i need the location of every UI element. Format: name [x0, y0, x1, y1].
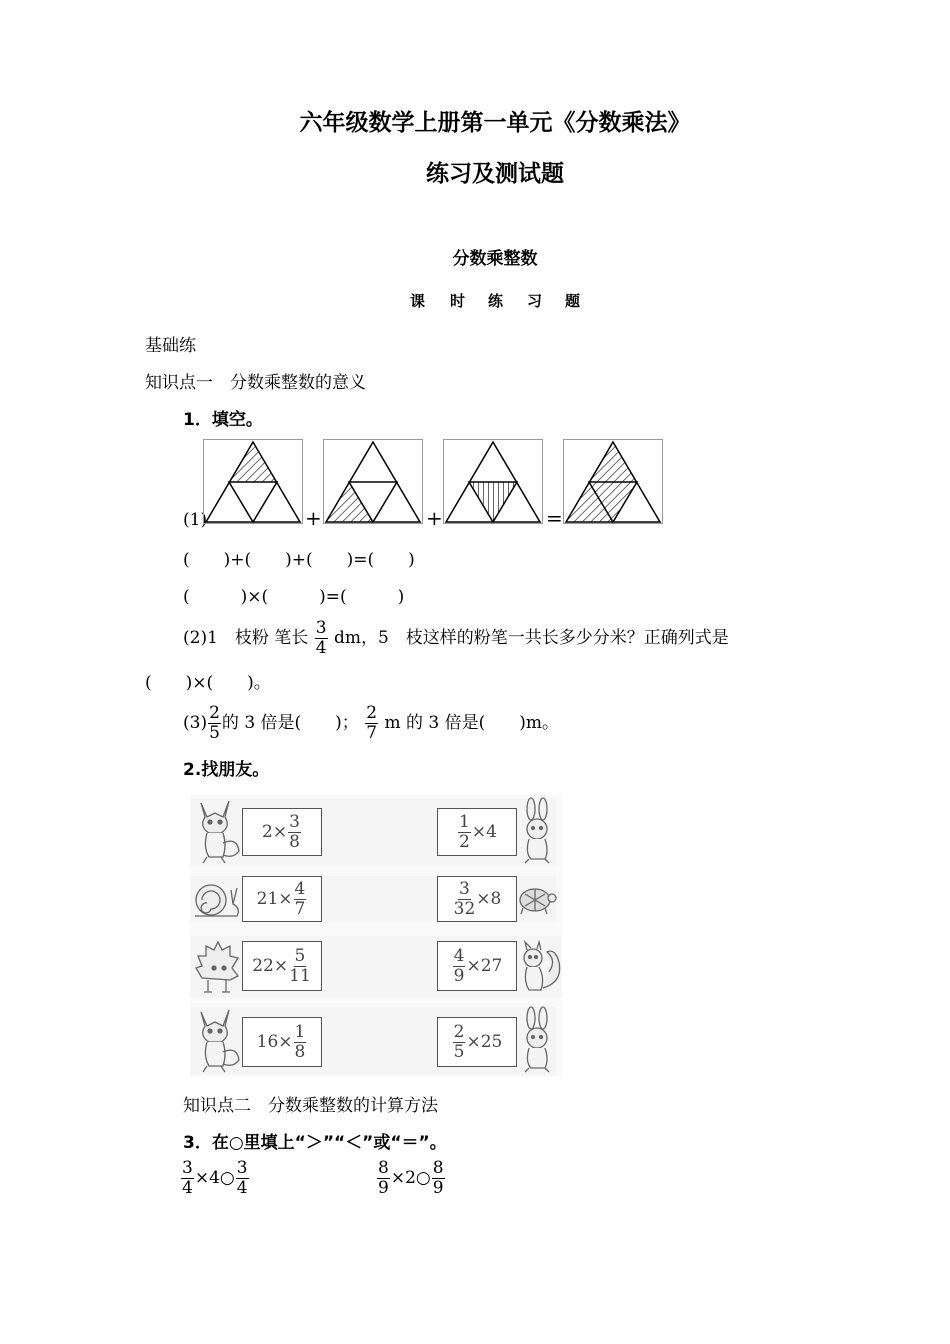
plus-sign-1: +	[305, 506, 322, 530]
card-right-1[interactable]: $\frac{1}{2}$ × 4	[437, 808, 517, 856]
knowledge-point-1: 知识点一 分数乘整数的意义	[145, 373, 366, 393]
rabbit-icon	[517, 797, 557, 865]
question-3-label: 3．在○里填上“＞”“＜”或“＝”。	[183, 1133, 447, 1153]
compare-item-1[interactable]: $\frac{3}{4}$ ×4○ $\frac{3}{4}$	[182, 1158, 248, 1198]
compare-item-2[interactable]: $\frac{8}{9}$ ×2○ $\frac{8}{9}$	[378, 1158, 444, 1198]
equals-sign: =	[546, 506, 563, 530]
knowledge-point-2: 知识点二 分数乘整数的计算方法	[183, 1096, 438, 1116]
triangle-figure-1	[203, 439, 303, 524]
blank-line-1[interactable]: ( )+( )+( )=( )	[183, 550, 415, 570]
blank-line-2[interactable]: ( )×( )=( )	[183, 587, 405, 607]
hedgehog-icon	[192, 938, 242, 996]
fraction: $\frac{2}{5}$	[209, 703, 220, 743]
turtle-icon	[515, 880, 557, 920]
card-right-2[interactable]: $\frac{3}{32}$ × 8	[437, 876, 517, 922]
q1-part3: (3) $\frac{2}{5}$ 的 3 倍是( )； $\frac{2}{7}$ m 的 3 倍是( )m。	[183, 703, 559, 743]
fraction: $\frac{3}{8}$	[289, 811, 300, 852]
squirrel-icon	[517, 938, 563, 996]
triangle-figure-2	[323, 439, 423, 524]
card-left-1[interactable]: 2 × $\frac{3}{8}$	[242, 808, 322, 856]
fraction: $\frac{5}{11}$	[289, 945, 311, 986]
card-right-3[interactable]: $\frac{4}{9}$ × 27	[437, 941, 517, 991]
rabbit-icon	[517, 1006, 557, 1074]
section-title: 分数乘整数	[452, 249, 538, 269]
fraction: $\frac{3}{4}$	[315, 618, 327, 658]
fox-icon	[193, 797, 241, 865]
card-left-3[interactable]: 22 × $\frac{5}{11}$	[242, 941, 322, 991]
fraction: $\frac{2}{5}$	[453, 1021, 465, 1062]
fraction: $\frac{4}{7}$	[294, 878, 306, 919]
snail-icon	[191, 876, 243, 922]
card-left-2[interactable]: 21 × $\frac{4}{7}$	[242, 876, 322, 922]
fraction: $\frac{3}{4}$	[182, 1158, 193, 1198]
level-label: 基础练	[145, 336, 196, 356]
triangle-figure-3	[443, 439, 543, 524]
page-subtitle: 练习及测试题	[426, 161, 564, 187]
fraction: $\frac{8}{9}$	[378, 1158, 389, 1198]
triangle-figure-4	[563, 439, 663, 524]
card-left-4[interactable]: 16 × $\frac{1}{8}$	[242, 1017, 322, 1067]
q1-part2: (2)1 枝粉 笔长 $\frac{3}{4}$ dm，5 枝这样的粉笔一共长多少分米？正确列式是	[183, 618, 729, 658]
question-1-label: 1．填空。	[183, 410, 263, 430]
fox-icon	[193, 1006, 241, 1074]
q1-part1-label: (1)	[183, 510, 208, 530]
fraction: $\frac{8}{9}$	[432, 1158, 444, 1198]
fraction: $\frac{3}{4}$	[236, 1158, 248, 1198]
fraction: $\frac{1}{8}$	[294, 1021, 306, 1062]
plus-sign-2: +	[426, 506, 443, 530]
fraction: $\frac{2}{7}$	[366, 703, 378, 743]
fraction: $\frac{4}{9}$	[453, 945, 465, 986]
fraction: $\frac{1}{2}$	[459, 811, 470, 852]
card-right-4[interactable]: $\frac{2}{5}$ × 25	[437, 1017, 517, 1067]
question-2-label: 2.找朋友。	[183, 760, 270, 780]
fraction: $\frac{3}{32}$	[453, 878, 476, 919]
q1-part2-answer[interactable]: ( )×( )。	[145, 673, 271, 693]
page-title: 六年级数学上册第一单元《分数乘法》	[299, 110, 691, 136]
